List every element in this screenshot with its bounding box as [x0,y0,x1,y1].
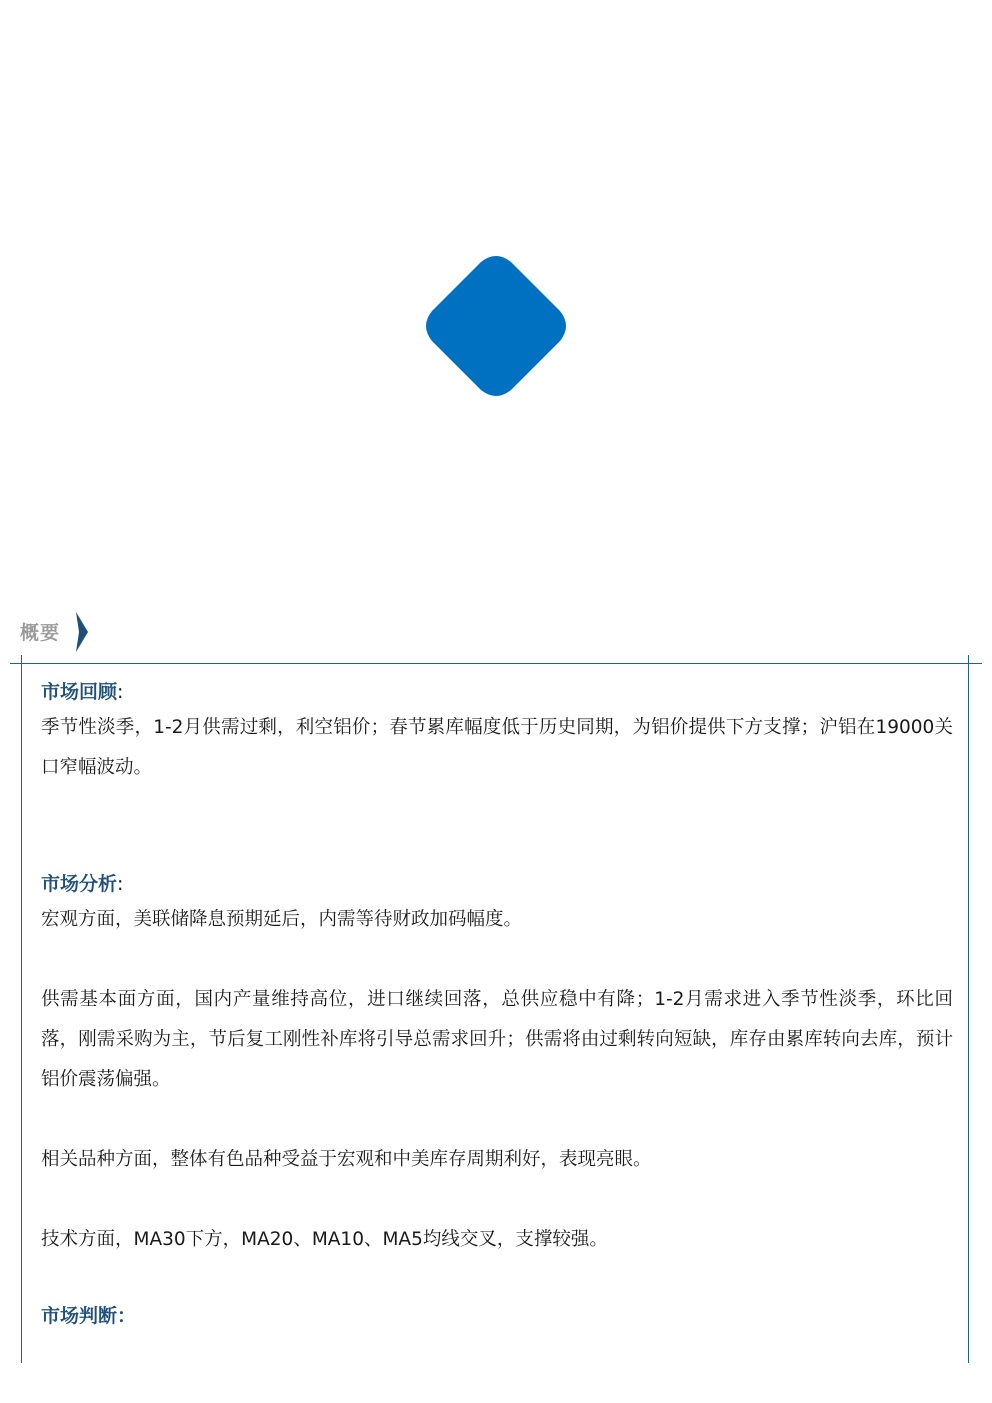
paragraph-spacer [41,1100,953,1140]
frame-left-rule [21,655,22,1363]
blue-diamond-logo-icon [426,256,566,396]
market-review-heading: 市场回顾: [41,681,124,703]
paragraph-spacer [41,1180,953,1220]
company-logo [426,256,566,396]
technical-paragraph: 技术方面，MA30下方，MA20、MA10、MA5均线交叉，支撑较强。 [41,1229,608,1250]
market-analysis-heading: 市场分析: [41,873,124,895]
section-spacer [41,788,953,868]
related-products-paragraph: 相关品种方面，整体有色品种受益于宏观和中美库存周期利好，表现亮眼。 [41,1149,652,1170]
market-judgment-heading: 市场判断： [41,1305,137,1327]
paragraph-spacer [41,940,953,980]
market-review-paragraph: 季节性淡季，1-2月供需过剩，利空铝价；春节累库幅度低于历史同期，为铝价提供下方支撑；沪铝在19000关口窄幅波动。 [41,717,953,778]
summary-tab-label: 概要 [20,622,61,644]
macro-paragraph: 宏观方面，美联储降息预期延后，内需等待财政加码幅度。 [41,909,523,930]
summary-arrow-icon [76,612,88,652]
frame-right-rule [968,655,969,1363]
section-spacer [41,1260,953,1300]
frame-top-rule [10,663,982,664]
report-body [41,676,953,1332]
supply-demand-paragraph: 供需基本面方面，国内产量维持高位，进口继续回落，总供应稳中有降；1-2月需求进入季节性淡季，环比回落，刚需采购为主，节后复工刚性补库将引导总需求回升；供需将由过剩转向短缺，库存由累库转向去库，预计铝价震荡偏强。 [41,989,953,1090]
